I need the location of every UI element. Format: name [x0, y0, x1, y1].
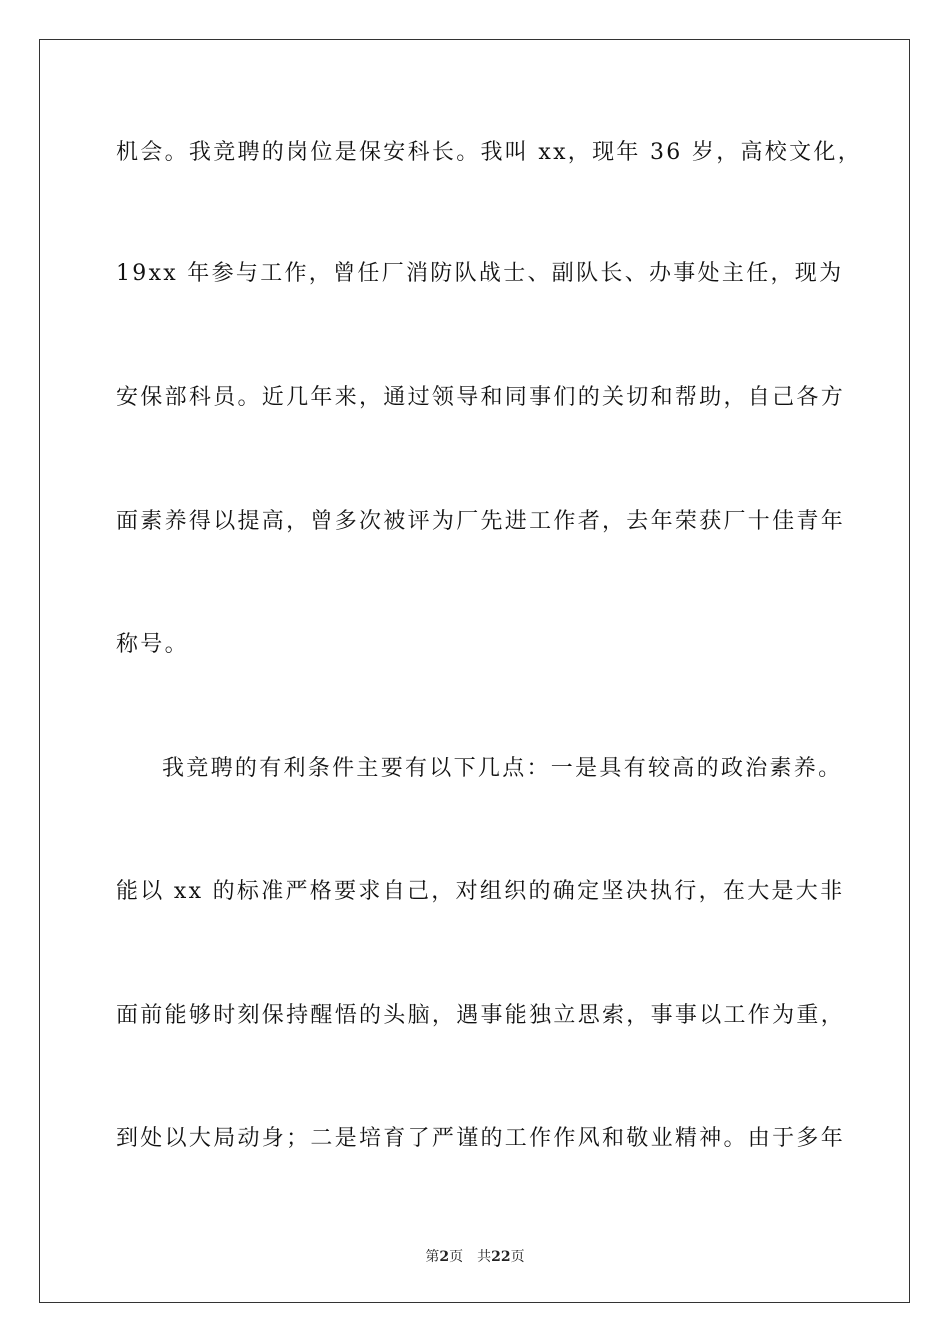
text-line: 面素养得以提高，曾多次被评为厂先进工作者，去年荣获厂十佳青年 [116, 509, 846, 534]
total-suffix: 页 [510, 1249, 525, 1265]
text-line: 机会。我竞聘的岗位是保安科长。我叫 xx，现年 36 岁，高校文化， [116, 140, 862, 165]
text-line: 面前能够时刻保持醒悟的头脑，遇事能独立思索，事事以工作为重， [116, 1003, 846, 1028]
text-line: 19xx 年参与工作，曾任厂消防队战士、副队长、办事处主任，现为 [116, 261, 844, 286]
page-suffix: 页 [449, 1249, 464, 1265]
text-line: 能以 xx 的标准严格要求自己，对组织的确定坚决执行，在大是大非 [116, 879, 845, 904]
page-footer [0, 1248, 950, 1266]
paragraph-start-line: 我竞聘的有利条件主要有以下几点：一是具有较高的政治素养。 [162, 756, 843, 781]
text-line: 到处以大局动身；二是培育了严谨的工作作风和敬业精神。由于多年 [116, 1126, 846, 1151]
total-pages: 22 [491, 1249, 511, 1265]
text-line: 称号。 [116, 632, 189, 657]
text-line: 安保部科员。近几年来，通过领导和同事们的关切和帮助，自己各方 [116, 385, 846, 410]
page-border [39, 39, 910, 1303]
page-prefix: 第 [425, 1249, 440, 1265]
total-prefix: 共 [477, 1249, 492, 1265]
page-number: 2 [439, 1249, 450, 1265]
